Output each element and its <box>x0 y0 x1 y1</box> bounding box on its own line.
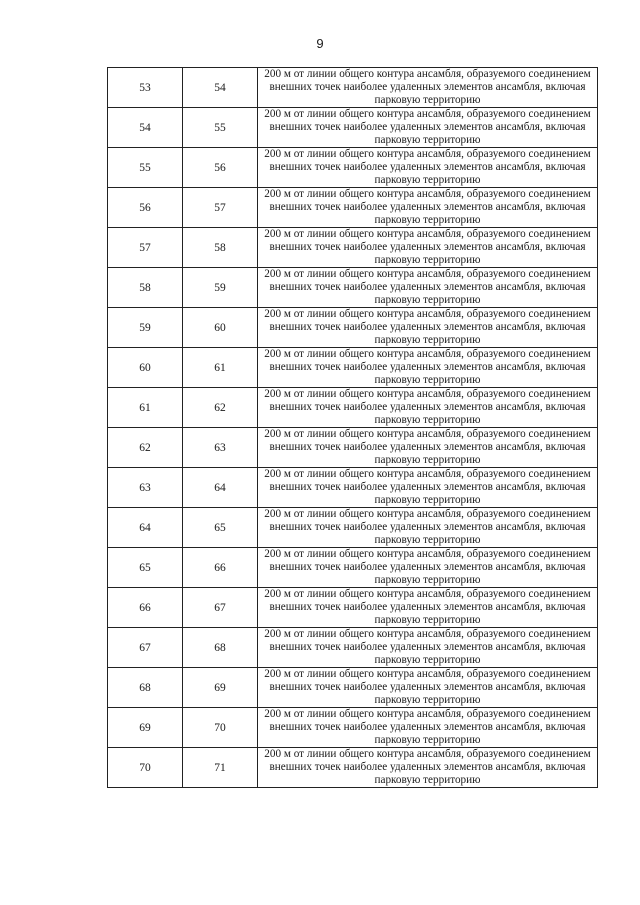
table-row <box>108 308 598 348</box>
table-row <box>108 188 598 228</box>
table-row <box>108 748 598 788</box>
description-cell: 200 м от линии общего контура ансамбля, образуемого соединением внешних точек наиболее удаленных элементов ансамбля, включая парковую территорию <box>258 748 598 788</box>
point-from-cell: 56 <box>108 188 183 228</box>
point-to-cell: 66 <box>183 548 258 588</box>
description-cell: 200 м от линии общего контура ансамбля, образуемого соединением внешних точек наиболее удаленных элементов ансамбля, включая парковую территорию <box>258 148 598 188</box>
point-from-cell: 68 <box>108 668 183 708</box>
point-from-cell: 64 <box>108 508 183 548</box>
table-row <box>108 268 598 308</box>
point-from-cell: 54 <box>108 108 183 148</box>
point-from-cell: 57 <box>108 228 183 268</box>
table-row <box>108 548 598 588</box>
point-from-cell: 55 <box>108 148 183 188</box>
description-cell: 200 м от линии общего контура ансамбля, образуемого соединением внешних точек наиболее удаленных элементов ансамбля, включая парковую территорию <box>258 348 598 388</box>
point-to-cell: 60 <box>183 308 258 348</box>
table-row <box>108 388 598 428</box>
description-cell: 200 м от линии общего контура ансамбля, образуемого соединением внешних точек наиболее удаленных элементов ансамбля, включая парковую территорию <box>258 468 598 508</box>
table-row <box>108 148 598 188</box>
description-cell: 200 м от линии общего контура ансамбля, образуемого соединением внешних точек наиболее удаленных элементов ансамбля, включая парковую территорию <box>258 668 598 708</box>
description-cell: 200 м от линии общего контура ансамбля, образуемого соединением внешних точек наиболее удаленных элементов ансамбля, включая парковую территорию <box>258 628 598 668</box>
boundary-table <box>107 67 598 788</box>
point-to-cell: 62 <box>183 388 258 428</box>
description-cell: 200 м от линии общего контура ансамбля, образуемого соединением внешних точек наиболее удаленных элементов ансамбля, включая парковую территорию <box>258 388 598 428</box>
description-cell: 200 м от линии общего контура ансамбля, образуемого соединением внешних точек наиболее удаленных элементов ансамбля, включая парковую территорию <box>258 188 598 228</box>
point-from-cell: 69 <box>108 708 183 748</box>
description-cell: 200 м от линии общего контура ансамбля, образуемого соединением внешних точек наиболее удаленных элементов ансамбля, включая парковую территорию <box>258 228 598 268</box>
description-cell: 200 м от линии общего контура ансамбля, образуемого соединением внешних точек наиболее удаленных элементов ансамбля, включая парковую территорию <box>258 548 598 588</box>
point-from-cell: 53 <box>108 68 183 108</box>
description-cell: 200 м от линии общего контура ансамбля, образуемого соединением внешних точек наиболее удаленных элементов ансамбля, включая парковую территорию <box>258 308 598 348</box>
description-cell: 200 м от линии общего контура ансамбля, образуемого соединением внешних точек наиболее удаленных элементов ансамбля, включая парковую территорию <box>258 268 598 308</box>
table-row <box>108 708 598 748</box>
point-to-cell: 64 <box>183 468 258 508</box>
point-from-cell: 61 <box>108 388 183 428</box>
point-from-cell: 58 <box>108 268 183 308</box>
table-row <box>108 68 598 108</box>
point-to-cell: 65 <box>183 508 258 548</box>
description-cell: 200 м от линии общего контура ансамбля, образуемого соединением внешних точек наиболее удаленных элементов ансамбля, включая парковую территорию <box>258 708 598 748</box>
point-from-cell: 70 <box>108 748 183 788</box>
point-to-cell: 57 <box>183 188 258 228</box>
point-to-cell: 63 <box>183 428 258 468</box>
point-from-cell: 67 <box>108 628 183 668</box>
description-cell: 200 м от линии общего контура ансамбля, образуемого соединением внешних точек наиболее удаленных элементов ансамбля, включая парковую территорию <box>258 108 598 148</box>
point-to-cell: 56 <box>183 148 258 188</box>
point-to-cell: 59 <box>183 268 258 308</box>
point-from-cell: 60 <box>108 348 183 388</box>
point-to-cell: 71 <box>183 748 258 788</box>
boundary-table-body <box>108 68 598 788</box>
point-to-cell: 55 <box>183 108 258 148</box>
point-to-cell: 54 <box>183 68 258 108</box>
description-cell: 200 м от линии общего контура ансамбля, образуемого соединением внешних точек наиболее удаленных элементов ансамбля, включая парковую территорию <box>258 508 598 548</box>
table-row <box>108 108 598 148</box>
table-row <box>108 348 598 388</box>
table-row <box>108 228 598 268</box>
point-to-cell: 61 <box>183 348 258 388</box>
point-to-cell: 68 <box>183 628 258 668</box>
description-cell: 200 м от линии общего контура ансамбля, образуемого соединением внешних точек наиболее удаленных элементов ансамбля, включая парковую территорию <box>258 68 598 108</box>
table-row <box>108 428 598 468</box>
point-to-cell: 67 <box>183 588 258 628</box>
point-to-cell: 58 <box>183 228 258 268</box>
description-cell: 200 м от линии общего контура ансамбля, образуемого соединением внешних точек наиболее удаленных элементов ансамбля, включая парковую территорию <box>258 588 598 628</box>
point-to-cell: 69 <box>183 668 258 708</box>
point-to-cell: 70 <box>183 708 258 748</box>
point-from-cell: 66 <box>108 588 183 628</box>
table-row <box>108 628 598 668</box>
description-cell: 200 м от линии общего контура ансамбля, образуемого соединением внешних точек наиболее удаленных элементов ансамбля, включая парковую территорию <box>258 428 598 468</box>
table-row <box>108 468 598 508</box>
point-from-cell: 62 <box>108 428 183 468</box>
point-from-cell: 59 <box>108 308 183 348</box>
point-from-cell: 63 <box>108 468 183 508</box>
table-row <box>108 668 598 708</box>
table-row <box>108 508 598 548</box>
point-from-cell: 65 <box>108 548 183 588</box>
page-number: 9 <box>316 36 324 51</box>
table-row <box>108 588 598 628</box>
